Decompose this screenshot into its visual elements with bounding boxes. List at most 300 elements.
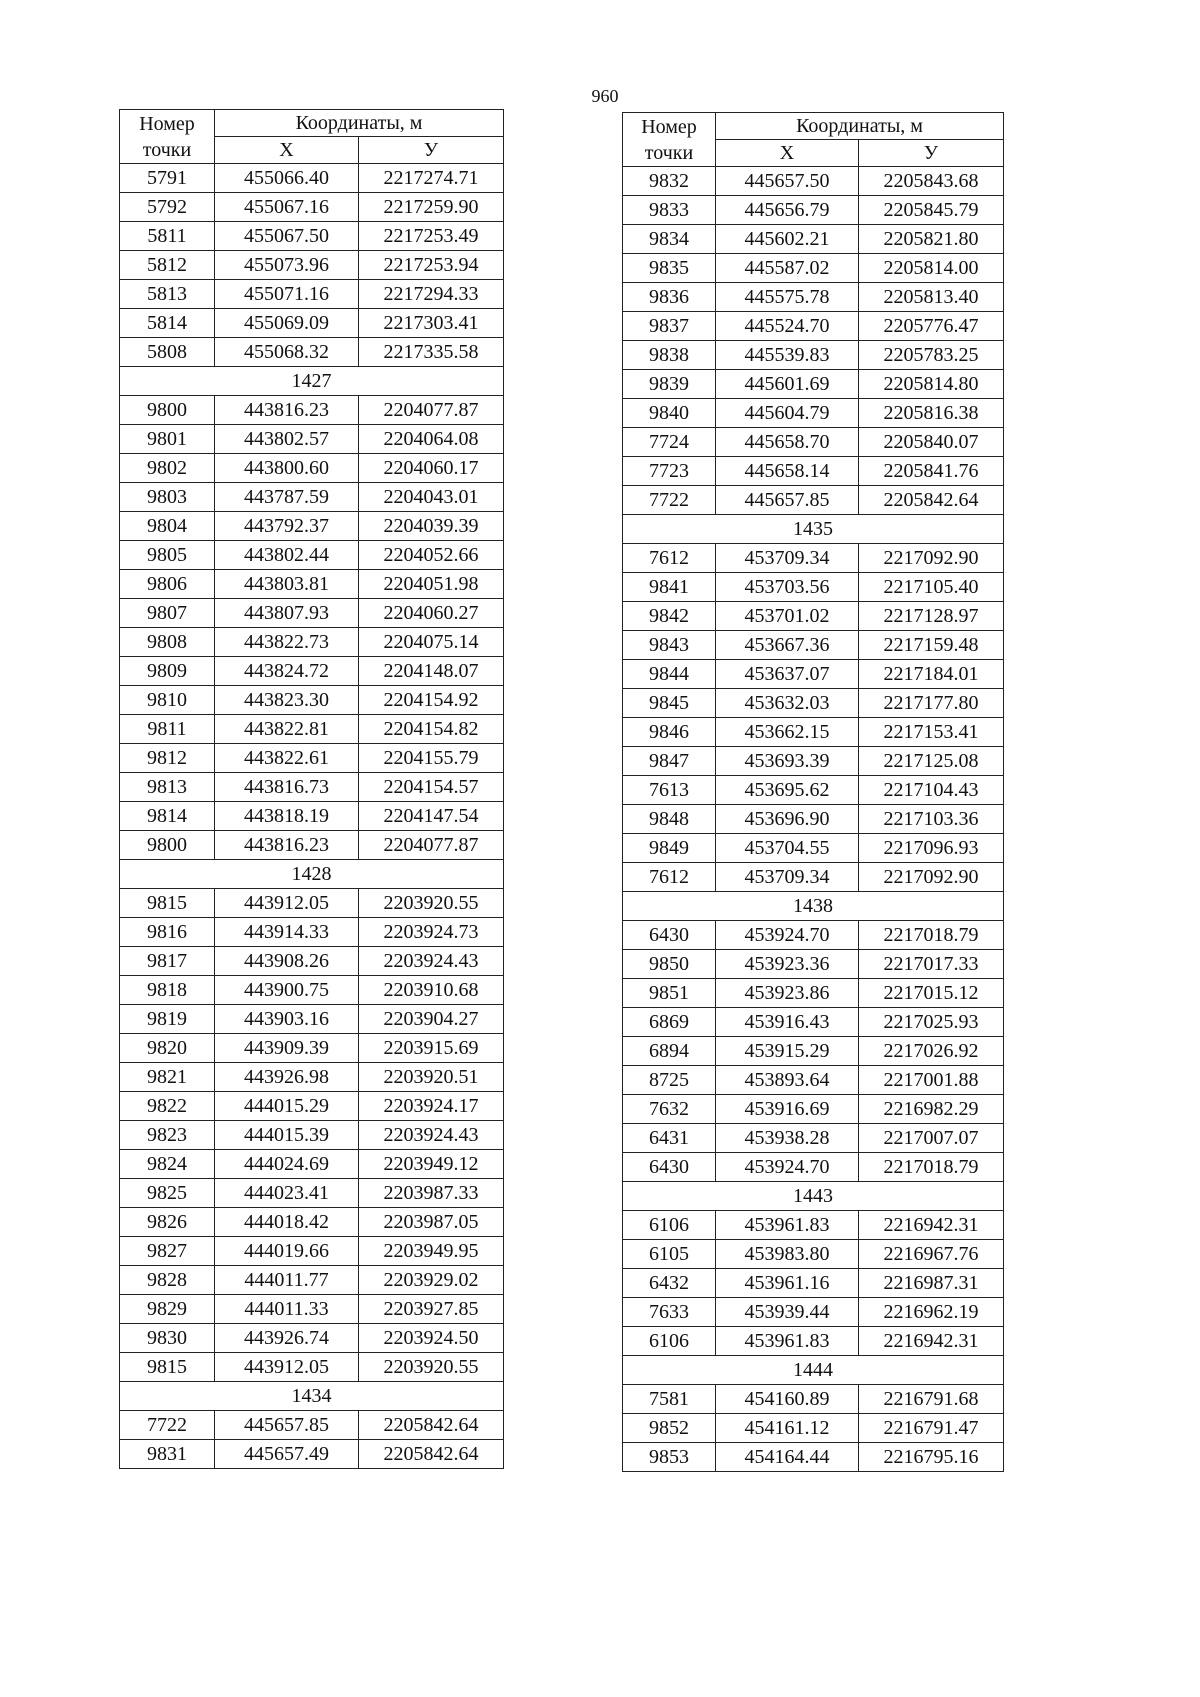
y-coordinate-cell: 2204075.14 xyxy=(359,628,504,657)
point-number-cell: 9809 xyxy=(120,657,215,686)
section-row xyxy=(120,860,504,889)
y-coordinate-cell: 2217026.92 xyxy=(859,1037,1004,1066)
coordinates-table-right xyxy=(622,112,1004,1472)
y-coordinate-cell: 2204154.82 xyxy=(359,715,504,744)
x-coordinate-cell: 453938.28 xyxy=(716,1124,859,1153)
x-coordinate-cell: 443824.72 xyxy=(215,657,359,686)
table-row xyxy=(623,950,1004,979)
table-row xyxy=(120,1295,504,1324)
point-header-line1: Номер xyxy=(641,115,697,138)
y-coordinate-cell: 2217253.49 xyxy=(359,222,504,251)
y-coordinate-cell: 2203904.27 xyxy=(359,1005,504,1034)
table-row xyxy=(623,1385,1004,1414)
x-coordinate-cell: 444024.69 xyxy=(215,1150,359,1179)
x-coordinate-cell: 443822.73 xyxy=(215,628,359,657)
point-number-cell: 6430 xyxy=(623,921,716,950)
y-coordinate-cell: 2217274.71 xyxy=(359,164,504,193)
section-label: 1444 xyxy=(623,1356,1004,1385)
point-number-cell: 9844 xyxy=(623,660,716,689)
x-coordinate-cell: 455069.09 xyxy=(215,309,359,338)
point-number-cell: 7722 xyxy=(623,486,716,515)
table-row xyxy=(623,979,1004,1008)
y-coordinate-cell: 2205841.76 xyxy=(859,457,1004,486)
point-number-cell: 5814 xyxy=(120,309,215,338)
point-number-cell: 7632 xyxy=(623,1095,716,1124)
table-row xyxy=(120,1179,504,1208)
point-number-cell: 7724 xyxy=(623,428,716,457)
point-number-cell: 7723 xyxy=(623,457,716,486)
x-coordinate-cell: 444015.29 xyxy=(215,1092,359,1121)
table-row xyxy=(623,1269,1004,1298)
table-row xyxy=(120,570,504,599)
x-coordinate-cell: 445657.50 xyxy=(716,167,859,196)
table-row xyxy=(623,312,1004,341)
section-label: 1438 xyxy=(623,892,1004,921)
y-coordinate-cell: 2205816.38 xyxy=(859,399,1004,428)
x-coordinate-cell: 445604.79 xyxy=(716,399,859,428)
x-coordinate-cell: 453695.62 xyxy=(716,776,859,805)
table-row xyxy=(623,1414,1004,1443)
table-row xyxy=(623,805,1004,834)
table-row xyxy=(623,341,1004,370)
y-coordinate-cell: 2217259.90 xyxy=(359,193,504,222)
x-coordinate-cell: 443903.16 xyxy=(215,1005,359,1034)
point-number-cell: 6430 xyxy=(623,1153,716,1182)
point-number-cell: 9845 xyxy=(623,689,716,718)
y-coordinate-cell: 2203927.85 xyxy=(359,1295,504,1324)
x-coordinate-cell: 443900.75 xyxy=(215,976,359,1005)
coords-header: Координаты, м xyxy=(215,110,504,137)
point-number-cell: 9838 xyxy=(623,341,716,370)
y-coordinate-cell: 2205842.64 xyxy=(359,1411,504,1440)
point-number-cell: 9835 xyxy=(623,254,716,283)
x-coordinate-cell: 454164.44 xyxy=(716,1443,859,1472)
table-row xyxy=(120,686,504,715)
table-row xyxy=(623,1211,1004,1240)
point-number-cell: 9825 xyxy=(120,1179,215,1208)
point-number-cell: 7722 xyxy=(120,1411,215,1440)
point-number-cell: 9849 xyxy=(623,834,716,863)
x-coordinate-cell: 445658.70 xyxy=(716,428,859,457)
x-coordinate-cell: 453701.02 xyxy=(716,602,859,631)
point-number-cell: 6894 xyxy=(623,1037,716,1066)
table-row xyxy=(623,660,1004,689)
y-coordinate-cell: 2217253.94 xyxy=(359,251,504,280)
table-row xyxy=(120,1121,504,1150)
table-row xyxy=(120,1034,504,1063)
table-row xyxy=(623,834,1004,863)
y-coordinate-cell: 2205814.80 xyxy=(859,370,1004,399)
table-row xyxy=(120,512,504,541)
point-number-cell: 6106 xyxy=(623,1211,716,1240)
table-row xyxy=(120,1266,504,1295)
x-coordinate-cell: 455068.32 xyxy=(215,338,359,367)
table-row xyxy=(623,283,1004,312)
section-row xyxy=(623,515,1004,544)
point-number-cell: 7613 xyxy=(623,776,716,805)
y-coordinate-cell: 2216982.29 xyxy=(859,1095,1004,1124)
table-row xyxy=(120,918,504,947)
point-number-cell: 9833 xyxy=(623,196,716,225)
x-coordinate-cell: 453923.36 xyxy=(716,950,859,979)
x-coordinate-cell: 445539.83 xyxy=(716,341,859,370)
table-row xyxy=(120,1353,504,1382)
x-coordinate-cell: 455067.50 xyxy=(215,222,359,251)
x-header: X xyxy=(716,140,859,167)
section-label: 1435 xyxy=(623,515,1004,544)
x-coordinate-cell: 443807.93 xyxy=(215,599,359,628)
x-coordinate-cell: 445656.79 xyxy=(716,196,859,225)
y-coordinate-cell: 2205783.25 xyxy=(859,341,1004,370)
point-number-cell: 6432 xyxy=(623,1269,716,1298)
y-coordinate-cell: 2205814.00 xyxy=(859,254,1004,283)
y-coordinate-cell: 2204148.07 xyxy=(359,657,504,686)
table-row xyxy=(120,1440,504,1469)
header-row xyxy=(120,110,504,137)
section-label: 1443 xyxy=(623,1182,1004,1211)
point-number-cell: 9812 xyxy=(120,744,215,773)
y-coordinate-cell: 2203924.43 xyxy=(359,947,504,976)
table-row xyxy=(623,254,1004,283)
x-coordinate-cell: 443787.59 xyxy=(215,483,359,512)
point-number-cell: 7612 xyxy=(623,863,716,892)
table-row xyxy=(623,486,1004,515)
y-coordinate-cell: 2204077.87 xyxy=(359,396,504,425)
point-number-cell: 9801 xyxy=(120,425,215,454)
y-coordinate-cell: 2217092.90 xyxy=(859,863,1004,892)
y-coordinate-cell: 2205813.40 xyxy=(859,283,1004,312)
point-number-cell: 9851 xyxy=(623,979,716,1008)
table-row xyxy=(623,1095,1004,1124)
y-coordinate-cell: 2203910.68 xyxy=(359,976,504,1005)
table-row xyxy=(120,251,504,280)
point-number-cell: 7581 xyxy=(623,1385,716,1414)
y-coordinate-cell: 2204064.08 xyxy=(359,425,504,454)
table-row xyxy=(623,863,1004,892)
section-row xyxy=(120,1382,504,1411)
table-row xyxy=(120,1092,504,1121)
table-row xyxy=(623,544,1004,573)
y-coordinate-cell: 2204052.66 xyxy=(359,541,504,570)
point-number-cell: 9830 xyxy=(120,1324,215,1353)
x-coordinate-cell: 443912.05 xyxy=(215,889,359,918)
table-row xyxy=(120,1005,504,1034)
table-row xyxy=(120,164,504,193)
x-coordinate-cell: 443926.98 xyxy=(215,1063,359,1092)
table-row xyxy=(120,715,504,744)
x-coordinate-cell: 453916.43 xyxy=(716,1008,859,1037)
point-number-cell: 9831 xyxy=(120,1440,215,1469)
point-number-cell: 9811 xyxy=(120,715,215,744)
y-coordinate-cell: 2203949.12 xyxy=(359,1150,504,1179)
table-row xyxy=(120,338,504,367)
x-coordinate-cell: 453983.80 xyxy=(716,1240,859,1269)
table-row xyxy=(623,457,1004,486)
table-header xyxy=(623,113,1004,167)
table-row xyxy=(623,1298,1004,1327)
point-number-cell: 9805 xyxy=(120,541,215,570)
x-coordinate-cell: 455067.16 xyxy=(215,193,359,222)
y-header: У xyxy=(359,137,504,164)
y-coordinate-cell: 2217128.97 xyxy=(859,602,1004,631)
point-number-cell: 9848 xyxy=(623,805,716,834)
y-coordinate-cell: 2217103.36 xyxy=(859,805,1004,834)
table-row xyxy=(623,1066,1004,1095)
y-coordinate-cell: 2204077.87 xyxy=(359,831,504,860)
point-number-cell: 9836 xyxy=(623,283,716,312)
table-row xyxy=(120,1063,504,1092)
point-number-cell: 9847 xyxy=(623,747,716,776)
point-number-cell: 9829 xyxy=(120,1295,215,1324)
x-coordinate-cell: 453709.34 xyxy=(716,863,859,892)
point-number-header xyxy=(120,110,215,164)
y-coordinate-cell: 2204051.98 xyxy=(359,570,504,599)
point-number-cell: 9823 xyxy=(120,1121,215,1150)
y-coordinate-cell: 2205821.80 xyxy=(859,225,1004,254)
point-number-cell: 9828 xyxy=(120,1266,215,1295)
x-coordinate-cell: 453939.44 xyxy=(716,1298,859,1327)
x-coordinate-cell: 453693.39 xyxy=(716,747,859,776)
table-row xyxy=(623,1240,1004,1269)
x-coordinate-cell: 443816.73 xyxy=(215,773,359,802)
x-header: X xyxy=(215,137,359,164)
point-number-cell: 9804 xyxy=(120,512,215,541)
x-coordinate-cell: 443816.23 xyxy=(215,831,359,860)
point-number-cell: 9813 xyxy=(120,773,215,802)
table-row xyxy=(120,657,504,686)
point-header-line2: точки xyxy=(142,138,192,161)
point-number-cell: 9821 xyxy=(120,1063,215,1092)
table-row xyxy=(623,921,1004,950)
point-number-cell: 9802 xyxy=(120,454,215,483)
table-row xyxy=(120,1150,504,1179)
table-header xyxy=(120,110,504,164)
table-row xyxy=(120,773,504,802)
point-number-cell: 9840 xyxy=(623,399,716,428)
point-number-cell: 9839 xyxy=(623,370,716,399)
y-coordinate-cell: 2203915.69 xyxy=(359,1034,504,1063)
x-coordinate-cell: 445524.70 xyxy=(716,312,859,341)
x-coordinate-cell: 443818.19 xyxy=(215,802,359,831)
table-row xyxy=(623,370,1004,399)
table-row xyxy=(120,309,504,338)
y-coordinate-cell: 2217125.08 xyxy=(859,747,1004,776)
point-number-cell: 9826 xyxy=(120,1208,215,1237)
y-coordinate-cell: 2204060.27 xyxy=(359,599,504,628)
y-coordinate-cell: 2204155.79 xyxy=(359,744,504,773)
table-row xyxy=(623,747,1004,776)
table-row xyxy=(120,947,504,976)
table-row xyxy=(120,802,504,831)
y-coordinate-cell: 2205842.64 xyxy=(359,1440,504,1469)
y-coordinate-cell: 2217159.48 xyxy=(859,631,1004,660)
y-coordinate-cell: 2205842.64 xyxy=(859,486,1004,515)
y-coordinate-cell: 2204154.57 xyxy=(359,773,504,802)
point-number-cell: 9814 xyxy=(120,802,215,831)
x-coordinate-cell: 445601.69 xyxy=(716,370,859,399)
y-coordinate-cell: 2216987.31 xyxy=(859,1269,1004,1298)
x-coordinate-cell: 445657.49 xyxy=(215,1440,359,1469)
y-coordinate-cell: 2217017.33 xyxy=(859,950,1004,979)
point-number-cell: 5811 xyxy=(120,222,215,251)
point-number-cell: 9842 xyxy=(623,602,716,631)
y-coordinate-cell: 2216795.16 xyxy=(859,1443,1004,1472)
table-row xyxy=(623,1327,1004,1356)
table-row xyxy=(623,689,1004,718)
point-number-cell: 6106 xyxy=(623,1327,716,1356)
table-row xyxy=(623,225,1004,254)
x-coordinate-cell: 445658.14 xyxy=(716,457,859,486)
point-number-cell: 9815 xyxy=(120,889,215,918)
point-number-cell: 9806 xyxy=(120,570,215,599)
y-coordinate-cell: 2216942.31 xyxy=(859,1211,1004,1240)
point-number-cell: 9800 xyxy=(120,831,215,860)
y-coordinate-cell: 2204154.92 xyxy=(359,686,504,715)
y-coordinate-cell: 2217025.93 xyxy=(859,1008,1004,1037)
point-number-cell: 9815 xyxy=(120,1353,215,1382)
point-number-cell: 5812 xyxy=(120,251,215,280)
table-row xyxy=(623,1153,1004,1182)
x-coordinate-cell: 453916.69 xyxy=(716,1095,859,1124)
x-coordinate-cell: 444015.39 xyxy=(215,1121,359,1150)
x-coordinate-cell: 443822.81 xyxy=(215,715,359,744)
x-coordinate-cell: 455071.16 xyxy=(215,280,359,309)
table-row xyxy=(120,599,504,628)
x-coordinate-cell: 455073.96 xyxy=(215,251,359,280)
x-coordinate-cell: 453924.70 xyxy=(716,921,859,950)
table-row xyxy=(120,541,504,570)
x-coordinate-cell: 453696.90 xyxy=(716,805,859,834)
section-row xyxy=(120,367,504,396)
y-coordinate-cell: 2217153.41 xyxy=(859,718,1004,747)
table-body xyxy=(623,167,1004,1472)
table-row xyxy=(623,776,1004,805)
x-coordinate-cell: 444011.33 xyxy=(215,1295,359,1324)
point-number-cell: 9834 xyxy=(623,225,716,254)
page-number: 960 xyxy=(591,86,619,106)
x-coordinate-cell: 443926.74 xyxy=(215,1324,359,1353)
point-number-cell: 6869 xyxy=(623,1008,716,1037)
y-coordinate-cell: 2203929.02 xyxy=(359,1266,504,1295)
table-row xyxy=(623,631,1004,660)
x-coordinate-cell: 453923.86 xyxy=(716,979,859,1008)
point-number-cell: 6431 xyxy=(623,1124,716,1153)
table-row xyxy=(623,1124,1004,1153)
y-coordinate-cell: 2217303.41 xyxy=(359,309,504,338)
y-coordinate-cell: 2216967.76 xyxy=(859,1240,1004,1269)
table-row xyxy=(623,1037,1004,1066)
y-coordinate-cell: 2203924.17 xyxy=(359,1092,504,1121)
point-number-cell: 7612 xyxy=(623,544,716,573)
x-coordinate-cell: 443803.81 xyxy=(215,570,359,599)
x-coordinate-cell: 453632.03 xyxy=(716,689,859,718)
x-coordinate-cell: 445657.85 xyxy=(215,1411,359,1440)
x-coordinate-cell: 445587.02 xyxy=(716,254,859,283)
y-coordinate-cell: 2203924.43 xyxy=(359,1121,504,1150)
table-row xyxy=(120,1324,504,1353)
x-coordinate-cell: 453662.15 xyxy=(716,718,859,747)
y-coordinate-cell: 2204060.17 xyxy=(359,454,504,483)
x-coordinate-cell: 453667.36 xyxy=(716,631,859,660)
x-coordinate-cell: 454161.12 xyxy=(716,1414,859,1443)
x-coordinate-cell: 454160.89 xyxy=(716,1385,859,1414)
y-coordinate-cell: 2217105.40 xyxy=(859,573,1004,602)
x-coordinate-cell: 443823.30 xyxy=(215,686,359,715)
point-number-cell: 9807 xyxy=(120,599,215,628)
table-row xyxy=(120,744,504,773)
x-coordinate-cell: 444011.77 xyxy=(215,1266,359,1295)
table-row xyxy=(623,428,1004,457)
table-row xyxy=(120,1237,504,1266)
x-coordinate-cell: 443909.39 xyxy=(215,1034,359,1063)
table-row xyxy=(120,1411,504,1440)
point-number-cell: 9803 xyxy=(120,483,215,512)
point-number-cell: 5813 xyxy=(120,280,215,309)
y-coordinate-cell: 2203987.33 xyxy=(359,1179,504,1208)
point-number-cell: 8725 xyxy=(623,1066,716,1095)
point-number-cell: 5792 xyxy=(120,193,215,222)
x-coordinate-cell: 453961.16 xyxy=(716,1269,859,1298)
x-coordinate-cell: 453961.83 xyxy=(716,1211,859,1240)
y-coordinate-cell: 2205845.79 xyxy=(859,196,1004,225)
section-label: 1427 xyxy=(120,367,504,396)
table-row xyxy=(623,573,1004,602)
point-number-cell: 9827 xyxy=(120,1237,215,1266)
y-coordinate-cell: 2203987.05 xyxy=(359,1208,504,1237)
y-coordinate-cell: 2217096.93 xyxy=(859,834,1004,863)
section-row xyxy=(623,1356,1004,1385)
x-coordinate-cell: 453709.34 xyxy=(716,544,859,573)
y-coordinate-cell: 2217294.33 xyxy=(359,280,504,309)
section-row xyxy=(623,1182,1004,1211)
x-coordinate-cell: 453893.64 xyxy=(716,1066,859,1095)
point-number-cell: 9832 xyxy=(623,167,716,196)
y-header: У xyxy=(859,140,1004,167)
table-row xyxy=(120,831,504,860)
table-row xyxy=(120,280,504,309)
y-coordinate-cell: 2203949.95 xyxy=(359,1237,504,1266)
x-coordinate-cell: 453961.83 xyxy=(716,1327,859,1356)
table-row xyxy=(623,196,1004,225)
table-row xyxy=(120,454,504,483)
x-coordinate-cell: 443802.57 xyxy=(215,425,359,454)
y-coordinate-cell: 2217001.88 xyxy=(859,1066,1004,1095)
point-number-cell: 9819 xyxy=(120,1005,215,1034)
section-label: 1434 xyxy=(120,1382,504,1411)
x-coordinate-cell: 444018.42 xyxy=(215,1208,359,1237)
point-number-cell: 9820 xyxy=(120,1034,215,1063)
table-row xyxy=(623,167,1004,196)
point-number-cell: 7633 xyxy=(623,1298,716,1327)
x-coordinate-cell: 443800.60 xyxy=(215,454,359,483)
y-coordinate-cell: 2216791.68 xyxy=(859,1385,1004,1414)
coordinates-table-left xyxy=(119,109,504,1469)
y-coordinate-cell: 2216962.19 xyxy=(859,1298,1004,1327)
y-coordinate-cell: 2217335.58 xyxy=(359,338,504,367)
table-row xyxy=(120,483,504,512)
y-coordinate-cell: 2217184.01 xyxy=(859,660,1004,689)
y-coordinate-cell: 2216942.31 xyxy=(859,1327,1004,1356)
y-coordinate-cell: 2216791.47 xyxy=(859,1414,1004,1443)
table-row xyxy=(623,602,1004,631)
point-number-cell: 9800 xyxy=(120,396,215,425)
y-coordinate-cell: 2217015.12 xyxy=(859,979,1004,1008)
table-row xyxy=(120,396,504,425)
y-coordinate-cell: 2205840.07 xyxy=(859,428,1004,457)
y-coordinate-cell: 2203924.50 xyxy=(359,1324,504,1353)
table-row xyxy=(120,425,504,454)
table-body xyxy=(120,164,504,1469)
